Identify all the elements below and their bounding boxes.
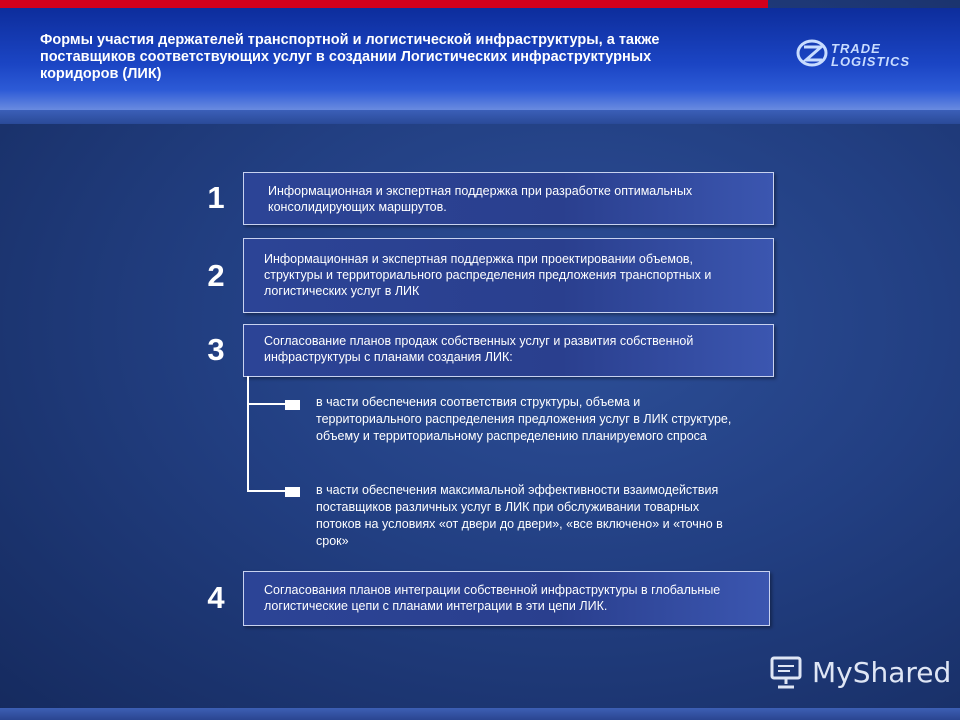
- item-box-4: [243, 571, 770, 626]
- item-number-1: 1: [207, 180, 225, 215]
- logo-icon: [796, 38, 830, 68]
- item-number-4: 4: [207, 580, 225, 615]
- logo-text-trade: TRADE: [831, 41, 881, 56]
- item-number-2: 2: [207, 258, 225, 293]
- item-box-2: [243, 238, 774, 313]
- trade-logistics-logo: [796, 38, 911, 73]
- watermark: [768, 654, 951, 690]
- sub-item-text-1: в части обеспечения соответствия структуры, объема и территориального распределения предложения услуг в ЛИК структуре, объему и территориальному распределению планируемого спроса: [316, 395, 732, 443]
- item-number-3: 3: [207, 332, 225, 367]
- item-text-4: Согласования планов интеграции собственной инфраструктуры в глобальные логистические цепи с планами интеграции в эти цепи ЛИК.: [264, 583, 721, 613]
- header-band: [0, 110, 960, 124]
- item-text-2: Информационная и экспертная поддержка при проектировании объемов, структуры и территориального распределения предложения транспортных и логистических услуг в ЛИК: [264, 252, 712, 298]
- page-title: Формы участия держателей транспортной и логистической инфраструктуры, а также поставщиков соответствующих услуг в создании Логистических инфраструктурных коридоров (ЛИК): [40, 32, 660, 82]
- bracket-branch-1: [247, 403, 287, 405]
- sub-item-text-2: в части обеспечения максимальной эффективности взаимодействия поставщиков различных услуг в ЛИК при обслуживании товарных потоков на условиях «от двери до двери», «все включено» и «точно в срок»: [316, 483, 723, 548]
- item-text-1: Информационная и экспертная поддержка при разработке оптимальных консолидирующих маршрутов.: [268, 184, 693, 214]
- watermark-text: MyShared: [812, 655, 952, 689]
- item-box-1: [243, 172, 774, 225]
- bracket-connector: [247, 376, 249, 492]
- item-text-3: Согласование планов продаж собственных услуг и развития собственной инфраструктуры с планами создания ЛИК:: [264, 334, 694, 364]
- bracket-branch-2: [247, 490, 287, 492]
- logo-text-logistics: LOGISTICS: [831, 54, 911, 69]
- header: [0, 8, 960, 110]
- presentation-board-icon: [768, 654, 804, 690]
- bullet-marker-1: [285, 400, 300, 410]
- item-box-3: [243, 324, 774, 377]
- bullet-marker-2: [285, 487, 300, 497]
- top-accent-bar: [0, 0, 768, 8]
- bottom-bar: [0, 708, 960, 720]
